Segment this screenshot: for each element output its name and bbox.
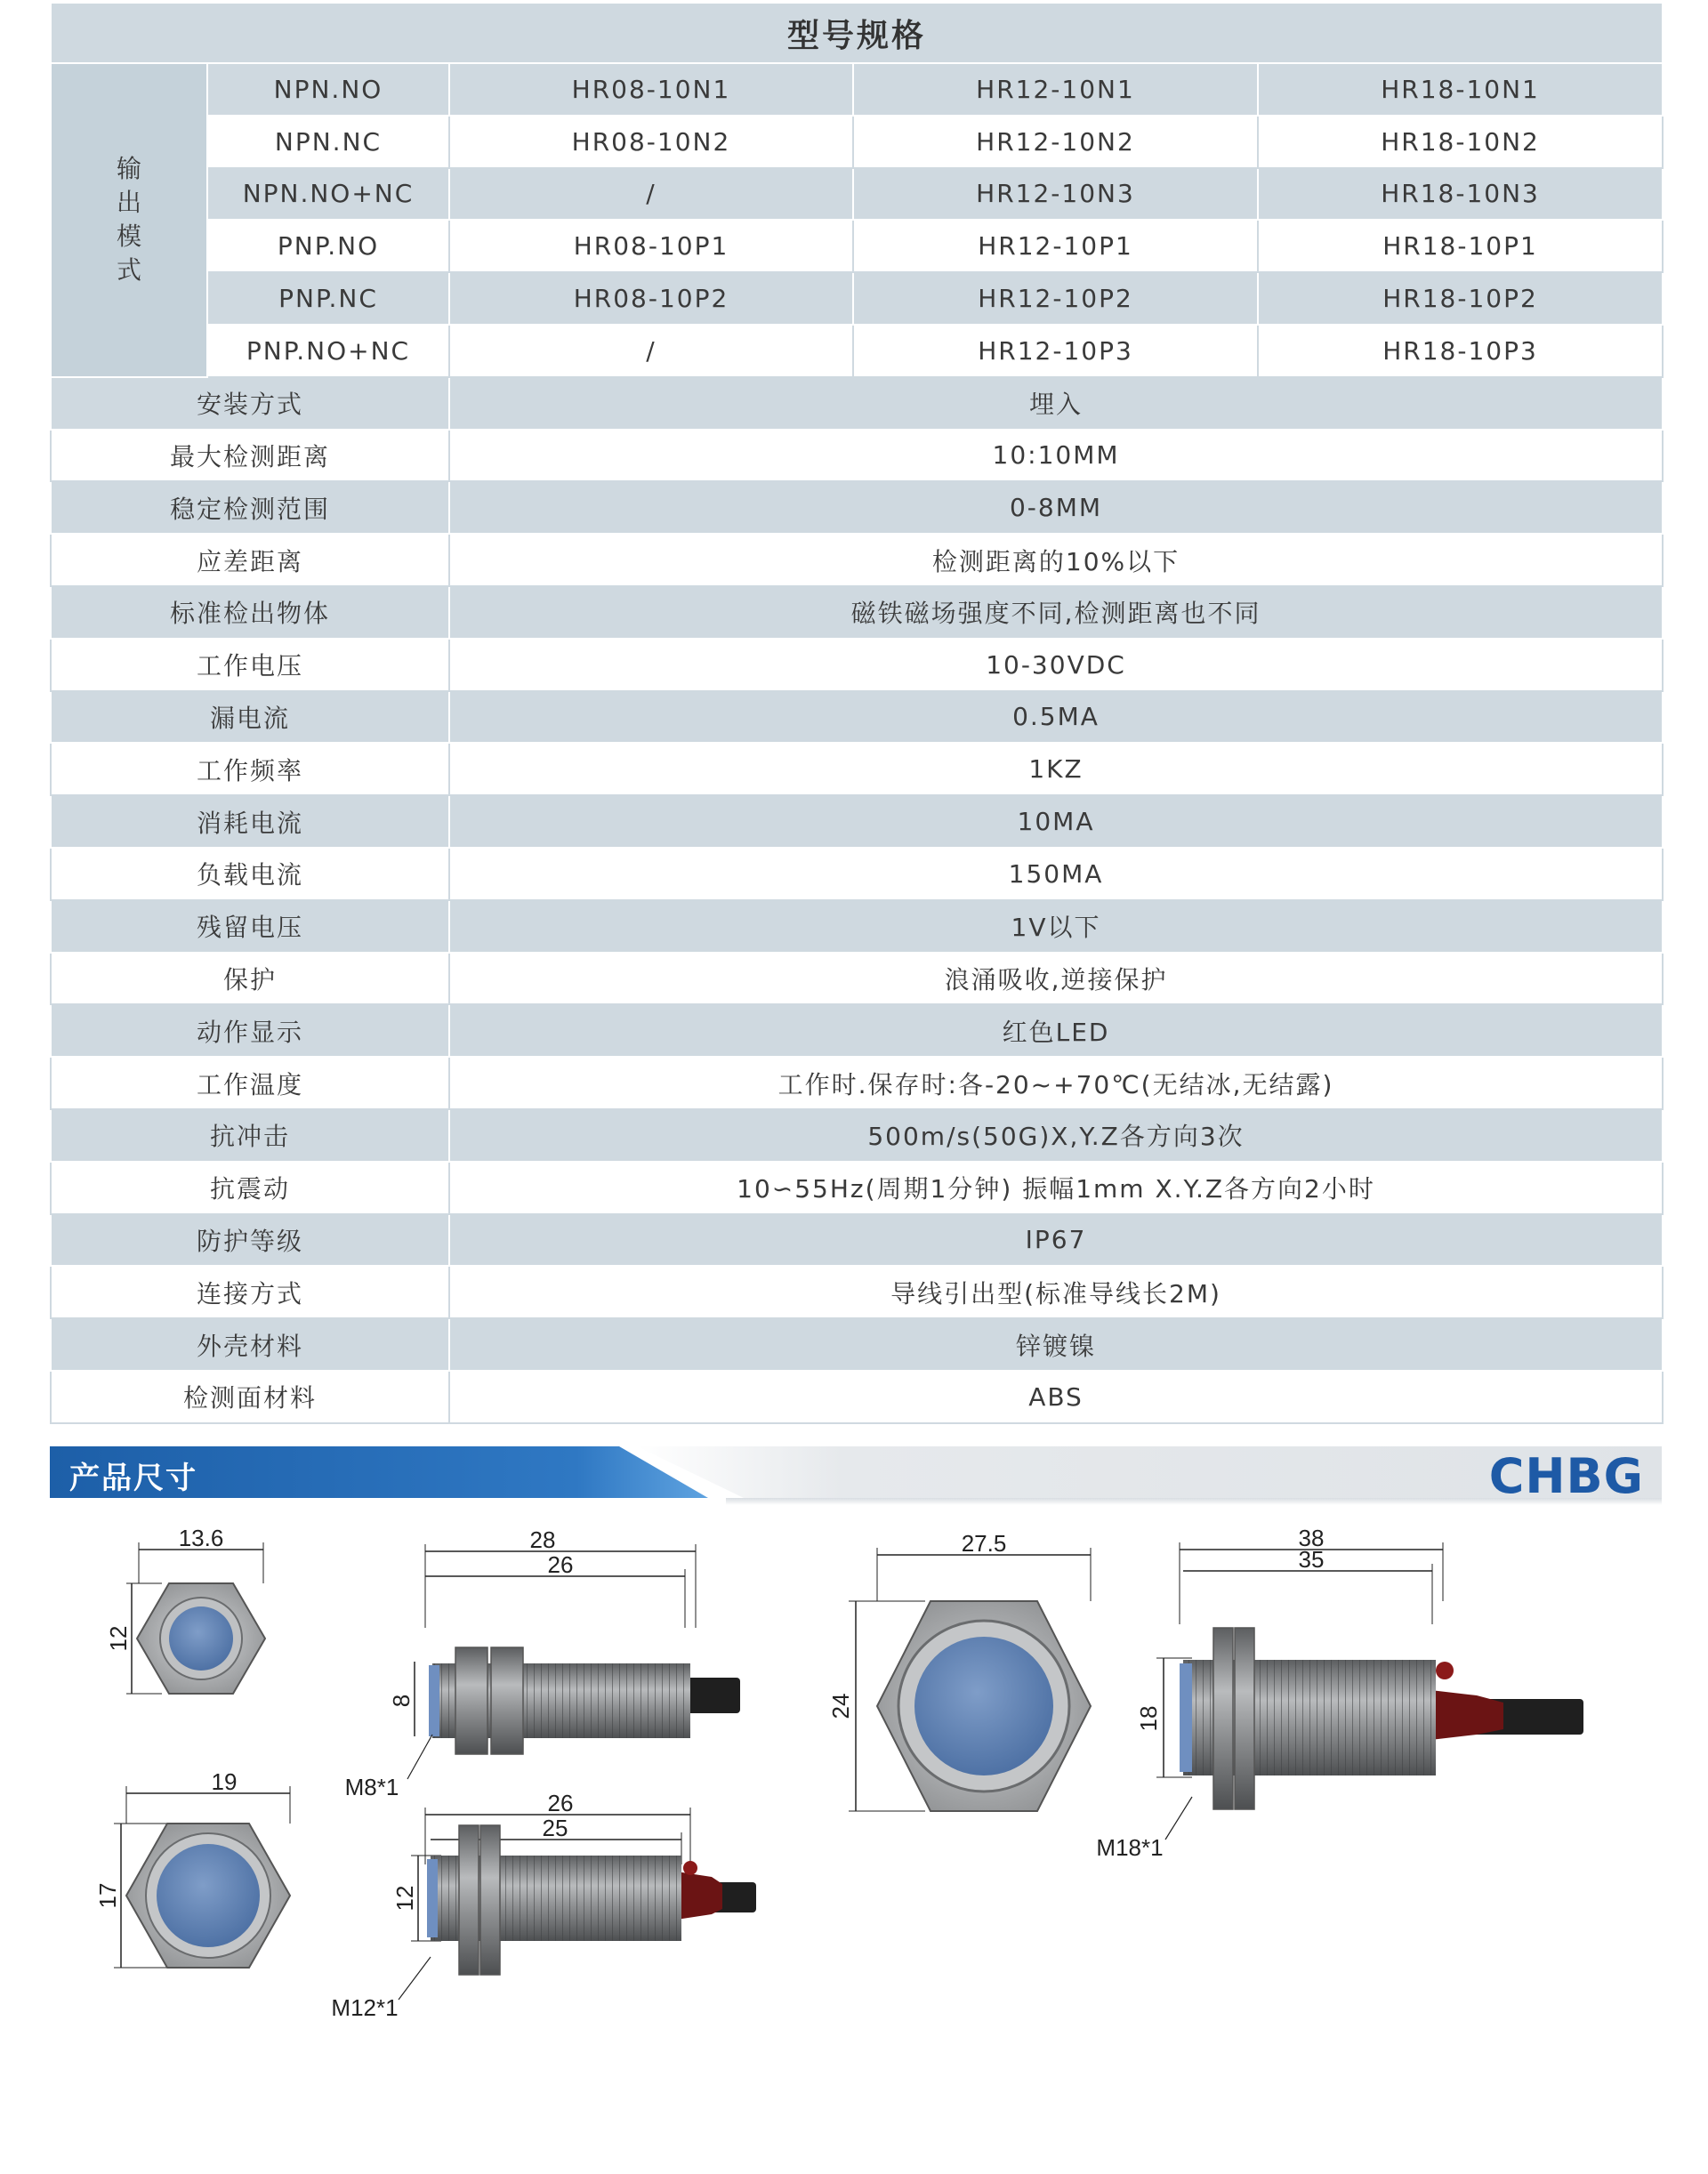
m8-side-diameter-label: 8 bbox=[388, 1694, 415, 1708]
m18-front-view bbox=[827, 1530, 1091, 1811]
spec-label: 检测面材料 bbox=[51, 1371, 449, 1423]
spec-row bbox=[51, 481, 1663, 534]
model-cell-m18: HR18-10N1 bbox=[1258, 63, 1663, 116]
spec-row bbox=[51, 1371, 1663, 1423]
spec-label: 抗震动 bbox=[51, 1162, 449, 1214]
spec-label: 动作显示 bbox=[51, 1004, 449, 1057]
m8-front-width-label: 13.6 bbox=[178, 1525, 224, 1551]
m12-front-height-label: 17 bbox=[94, 1882, 121, 1909]
spec-label: 消耗电流 bbox=[51, 795, 449, 848]
model-cell-m12: HR12-10P2 bbox=[853, 272, 1258, 325]
model-cell-m8: / bbox=[449, 168, 853, 221]
spec-row bbox=[51, 848, 1663, 900]
spec-label: 应差距离 bbox=[51, 534, 449, 586]
spec-label: 工作电压 bbox=[51, 639, 449, 691]
spec-value: 磁铁磁场强度不同,检测距离也不同 bbox=[449, 586, 1663, 639]
spec-row bbox=[51, 1266, 1663, 1318]
spec-row bbox=[51, 1318, 1663, 1371]
output-mode-cell: NPN.NO bbox=[207, 63, 449, 116]
spec-value: 埋入 bbox=[449, 377, 1663, 430]
output-mode-char: 输 bbox=[116, 154, 141, 184]
m18-front-width-label: 27.5 bbox=[961, 1530, 1007, 1557]
spec-row bbox=[51, 953, 1663, 1005]
spec-value: 0-8MM bbox=[449, 481, 1663, 534]
spec-value: 150MA bbox=[449, 848, 1663, 900]
spec-value: 0.5MA bbox=[449, 691, 1663, 744]
spec-value: 浪涌吸收,逆接保护 bbox=[449, 953, 1663, 1005]
dimension-drawings bbox=[0, 1512, 1708, 2174]
spec-value: 红色LED bbox=[449, 1004, 1663, 1057]
spec-label: 抗冲击 bbox=[51, 1109, 449, 1162]
output-row bbox=[51, 116, 1663, 168]
model-cell-m8: / bbox=[449, 325, 853, 377]
spec-row bbox=[51, 691, 1663, 744]
m8-side-total-label: 28 bbox=[529, 1526, 556, 1553]
spec-label: 负载电流 bbox=[51, 848, 449, 900]
spec-value: 锌镀镍 bbox=[449, 1318, 1663, 1371]
model-cell-m18: HR18-10N2 bbox=[1258, 116, 1663, 168]
output-row bbox=[51, 168, 1663, 221]
model-cell-m8: HR08-10P2 bbox=[449, 272, 853, 325]
spec-row bbox=[51, 534, 1663, 586]
spec-value: 10∽55Hz(周期1分钟) 振幅1mm X.Y.Z各方向2小时 bbox=[449, 1162, 1663, 1214]
m8-side-view bbox=[345, 1526, 740, 1800]
spec-label: 安装方式 bbox=[51, 377, 449, 430]
spec-label: 防护等级 bbox=[51, 1214, 449, 1267]
model-cell-m12: HR12-10P1 bbox=[853, 220, 1258, 272]
m12-front-view bbox=[94, 1768, 290, 1968]
output-row bbox=[51, 220, 1663, 272]
output-mode-cell: PNP.NO+NC bbox=[207, 325, 449, 377]
table-title: 型号规格 bbox=[51, 3, 1663, 63]
spec-row bbox=[51, 900, 1663, 953]
spec-label: 稳定检测范围 bbox=[51, 481, 449, 534]
spec-value: IP67 bbox=[449, 1214, 1663, 1267]
model-cell-m12: HR12-10N1 bbox=[853, 63, 1258, 116]
spec-value: 工作时.保存时:各-20~+70℃(无结冰,无结露) bbox=[449, 1057, 1663, 1109]
model-cell-m18: HR18-10P1 bbox=[1258, 220, 1663, 272]
spec-row bbox=[51, 639, 1663, 691]
spec-row bbox=[51, 377, 1663, 430]
model-cell-m12: HR12-10P3 bbox=[853, 325, 1258, 377]
output-mode-cell: NPN.NC bbox=[207, 116, 449, 168]
spec-value: 500m/s(50G)X,Y.Z各方向3次 bbox=[449, 1109, 1663, 1162]
m18-side-diameter-label: 18 bbox=[1135, 1705, 1162, 1732]
spec-label: 保护 bbox=[51, 953, 449, 1005]
m12-thread-label: M12*1 bbox=[331, 1994, 399, 2021]
output-mode-char: 模 bbox=[116, 221, 141, 252]
spec-label: 最大检测距离 bbox=[51, 430, 449, 482]
model-cell-m12: HR12-10N3 bbox=[853, 168, 1258, 221]
spec-row bbox=[51, 1162, 1663, 1214]
spec-label: 连接方式 bbox=[51, 1266, 449, 1318]
spec-table bbox=[50, 2, 1664, 1424]
m18-side-view bbox=[1096, 1525, 1583, 1861]
m18-front-height-label: 24 bbox=[827, 1693, 854, 1719]
spec-value: 1KZ bbox=[449, 743, 1663, 795]
output-row bbox=[51, 272, 1663, 325]
spec-label: 工作频率 bbox=[51, 743, 449, 795]
output-mode-cell: PNP.NC bbox=[207, 272, 449, 325]
model-cell-m8: HR08-10N2 bbox=[449, 116, 853, 168]
m8-side-thread-label: 26 bbox=[547, 1551, 574, 1578]
model-cell-m12: HR12-10N2 bbox=[853, 116, 1258, 168]
m12-side-diameter-label: 12 bbox=[391, 1885, 418, 1912]
output-mode-char: 出 bbox=[116, 188, 141, 218]
spec-label: 标准检出物体 bbox=[51, 586, 449, 639]
output-row bbox=[51, 325, 1663, 377]
spec-row bbox=[51, 795, 1663, 848]
model-cell-m8: HR08-10N1 bbox=[449, 63, 853, 116]
spec-value: 10MA bbox=[449, 795, 1663, 848]
spec-value: 10-30VDC bbox=[449, 639, 1663, 691]
spec-value: 10:10MM bbox=[449, 430, 1663, 482]
brand-logo: CHBG bbox=[1488, 1448, 1644, 1504]
output-mode-char: 式 bbox=[116, 255, 141, 286]
spec-label: 漏电流 bbox=[51, 691, 449, 744]
spec-row bbox=[51, 1109, 1663, 1162]
spec-value: ABS bbox=[449, 1371, 1663, 1423]
output-mode-cell: PNP.NO bbox=[207, 220, 449, 272]
m8-thread-label: M8*1 bbox=[344, 1774, 399, 1800]
m12-side-total-label: 26 bbox=[547, 1790, 574, 1816]
model-cell-m18: HR18-10P2 bbox=[1258, 272, 1663, 325]
section-title: 产品尺寸 bbox=[69, 1461, 197, 1496]
output-row bbox=[51, 63, 1663, 116]
spec-row bbox=[51, 743, 1663, 795]
spec-label: 工作温度 bbox=[51, 1057, 449, 1109]
m18-side-total-label: 38 bbox=[1298, 1525, 1325, 1551]
m8-front-height-label: 12 bbox=[105, 1625, 132, 1652]
m18-thread-label: M18*1 bbox=[1096, 1834, 1164, 1861]
output-mode-label bbox=[51, 63, 207, 377]
model-cell-m18: HR18-10P3 bbox=[1258, 325, 1663, 377]
m8-front-view bbox=[105, 1525, 265, 1694]
spec-label: 外壳材料 bbox=[51, 1318, 449, 1371]
m12-side-thread-label: 25 bbox=[542, 1815, 568, 1841]
model-cell-m18: HR18-10N3 bbox=[1258, 168, 1663, 221]
spec-value: 检测距离的10%以下 bbox=[449, 534, 1663, 586]
spec-row bbox=[51, 1004, 1663, 1057]
model-cell-m8: HR08-10P1 bbox=[449, 220, 853, 272]
spec-row bbox=[51, 430, 1663, 482]
section-header-bar bbox=[50, 1446, 1662, 1502]
m18-side-thread-label: 35 bbox=[1298, 1546, 1325, 1573]
spec-label: 残留电压 bbox=[51, 900, 449, 953]
spec-row bbox=[51, 1057, 1663, 1109]
spec-value: 1V以下 bbox=[449, 900, 1663, 953]
spec-value: 导线引出型(标准导线长2M) bbox=[449, 1266, 1663, 1318]
spec-row bbox=[51, 1214, 1663, 1267]
output-mode-cell: NPN.NO+NC bbox=[207, 168, 449, 221]
m12-side-view bbox=[331, 1790, 756, 2021]
spec-row bbox=[51, 586, 1663, 639]
m12-front-width-label: 19 bbox=[211, 1768, 238, 1795]
